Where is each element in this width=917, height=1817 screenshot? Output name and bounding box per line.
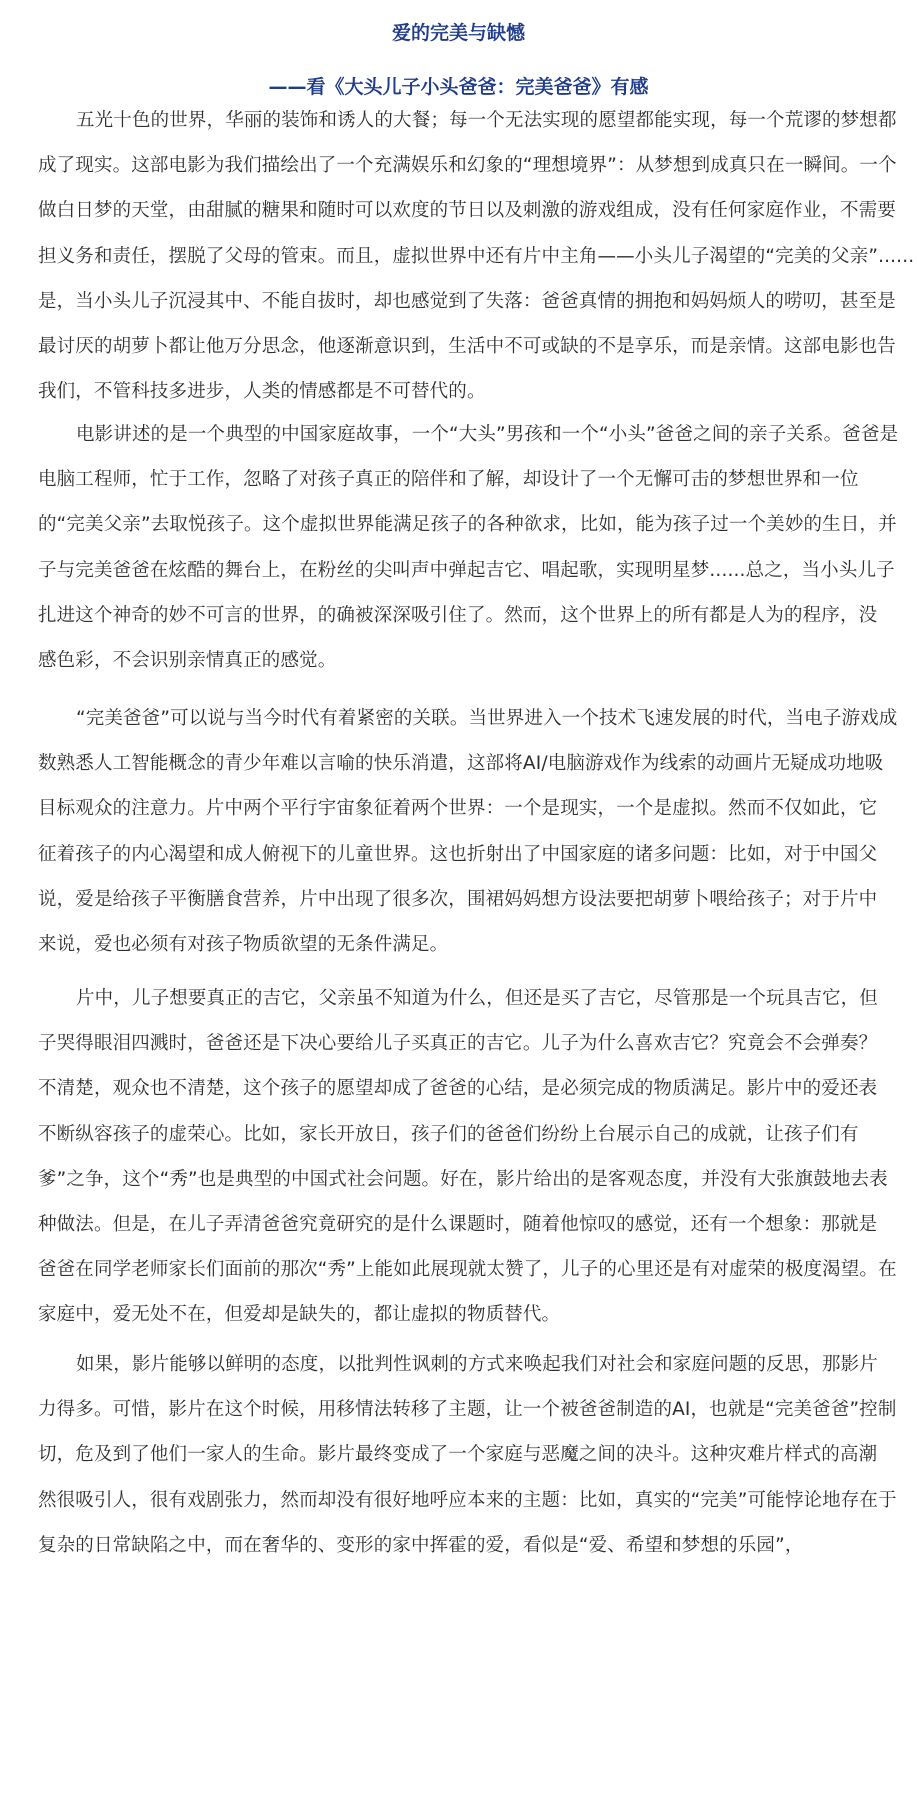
paragraph-line: 数熟悉人工智能概念的青少年难以言喻的快乐消遣，这部将AI/电脑游戏作为线索的动画片无疑成功地吸 bbox=[38, 753, 884, 775]
paragraph-line: 感色彩，不会识别亲情真正的感觉。 bbox=[38, 650, 337, 671]
paragraph-line: 不清楚，观众也不清楚，这个孩子的愿望却成了爸爸的心结，是必须完成的物质满足。影片中的爱还表 bbox=[38, 1078, 878, 1100]
paragraph-line: 爸爸在同学老师家长们面前的那次“秀”上能如此展现就太赞了，儿子的心里还是有对虚荣的极度渴望。在 bbox=[38, 1259, 897, 1281]
paragraph-line: 是，当小头儿子沉浸其中、不能自拔时，却也感觉到了失落：爸爸真情的拥抱和妈妈烦人的唠叨，甚至是 bbox=[38, 290, 896, 312]
paragraph-line: “完美爸爸”可以说与当今时代有着紧密的关联。当世界进入一个技术飞速发展的时代，当电子游戏成 bbox=[76, 708, 898, 729]
paragraph-line: 征着孩子的内心渴望和成人俯视下的儿童世界。这也折射出了中国家庭的诸多问题：比如，对于中国父 bbox=[38, 843, 878, 865]
paragraph-line: 片中，儿子想要真正的吉它，父亲虽不知道为什么，但还是买了吉它，尽管那是一个玩具吉它，但 bbox=[76, 988, 878, 1009]
paragraph-line: 担义务和责任，摆脱了父母的管束。而且，虚拟世界中还有片中主角——小头儿子渴望的“完美的父亲”...... bbox=[38, 245, 915, 267]
paragraph-line: 最讨厌的胡萝卜都让他万分思念，他逐渐意识到，生活中不可或缺的不是享乐，而是亲情。这部电影也告 bbox=[38, 336, 896, 357]
paragraph-line: 说，爱是给孩子平衡膳食营养，片中出现了很多次，围裙妈妈想方设法要把胡萝卜喂给孩子；对于片中 bbox=[38, 888, 878, 910]
paragraph-line: 目标观众的注意力。片中两个平行宇宙象征着两个世界：一个是现实，一个是虚拟。然而不仅如此，它 bbox=[38, 798, 878, 820]
paragraph-line: 电影讲述的是一个典型的中国家庭故事，一个“大头”男孩和一个“小头”爸爸之间的亲子关系。爸爸是 bbox=[76, 424, 899, 445]
paragraph-line: 种做法。但是，在儿子弄清爸爸究竟研究的是什么课题时，随着他惊叹的感觉，还有一个想象：那就是 bbox=[38, 1214, 878, 1235]
paragraph-line: 爹”之争，这个“秀”也是典型的中国式社会问题。好在，影片给出的是客观态度，并没有大张旗鼓地去表 bbox=[38, 1168, 888, 1190]
paragraph-line: 子与完美爸爸在炫酷的舞台上，在粉丝的尖叫声中弹起吉它、唱起歌，实现明星梦......总之，当小头儿子 bbox=[38, 559, 895, 581]
paragraph-line: 子哭得眼泪四溅时，爸爸还是下决心要给儿子买真正的吉它。儿子为什么喜欢吉它？究竟会不会弹奏？ bbox=[38, 1033, 878, 1055]
document-title: 爱的完美与缺憾 bbox=[391, 22, 525, 44]
paragraph-line: 然很吸引人，很有戏剧张力，然而却没有很好地呼应本来的主题：比如，真实的“完美”可能悖论地存在于 bbox=[38, 1489, 897, 1511]
paragraph-line: 力得多。可惜，影片在这个时候，用移情法转移了主题，让一个被爸爸制造的AI，也就是“完美爸爸”控制 bbox=[38, 1399, 897, 1421]
paragraph-line: 扎进这个神奇的妙不可言的世界，的确被深深吸引住了。然而，这个世界上的所有都是人为的程序，没 bbox=[38, 604, 878, 626]
paragraph-line: 做白日梦的天堂，由甜腻的糖果和随时可以欢度的节日以及刺激的游戏组成，没有任何家庭作业，不需要 bbox=[38, 200, 896, 222]
paragraph-line: 的“完美父亲”去取悦孩子。这个虚拟世界能满足孩子的各种欲求，比如，能为孩子过一个美妙的生日，并 bbox=[38, 514, 897, 536]
paragraph-line: 五光十色的世界，华丽的装饰和诱人的大餐；每一个无法实现的愿望都能实现，每一个荒谬的梦想都 bbox=[76, 110, 897, 131]
paragraph-line: 我们，不管科技多进步，人类的情感都是不可替代的。 bbox=[38, 381, 486, 403]
paragraph-line: 切，危及到了他们一家人的生命。影片最终变成了一个家庭与恶魔之间的决斗。这种灾难片样式的高潮 bbox=[38, 1444, 878, 1466]
paragraph-line: 不断纵容孩子的虚荣心。比如，家长开放日，孩子们的爸爸们纷纷上台展示自己的成就，让孩子们有 bbox=[38, 1123, 859, 1145]
paragraph-line: 家庭中，爱无处不在，但爱却是缺失的，都让虚拟的物质替代。 bbox=[38, 1304, 561, 1326]
paragraph-line: 成了现实。这部电影为我们描绘出了一个充满娱乐和幻象的“理想境界”：从梦想到成真只在一瞬间。一个 bbox=[38, 155, 897, 177]
paragraph-line: 如果，影片能够以鲜明的态度，以批判性讽刺的方式来唤起我们对社会和家庭问题的反思，那影片 bbox=[76, 1354, 878, 1375]
paragraph-line: 电脑工程师，忙于工作，忽略了对孩子真正的陪伴和了解，却设计了一个无懈可击的梦想世界和一位 bbox=[38, 469, 859, 491]
document-subtitle: ——看《大头儿子小头爸爸：完美爸爸》有感 bbox=[268, 76, 649, 98]
paragraph-line: 复杂的日常缺陷之中，而在奢华的、变形的家中挥霍的爱，看似是“爱、希望和梦想的乐园”， bbox=[38, 1534, 804, 1556]
paragraph-line: 来说，爱也必须有对孩子物质欲望的无条件满足。 bbox=[38, 934, 449, 955]
